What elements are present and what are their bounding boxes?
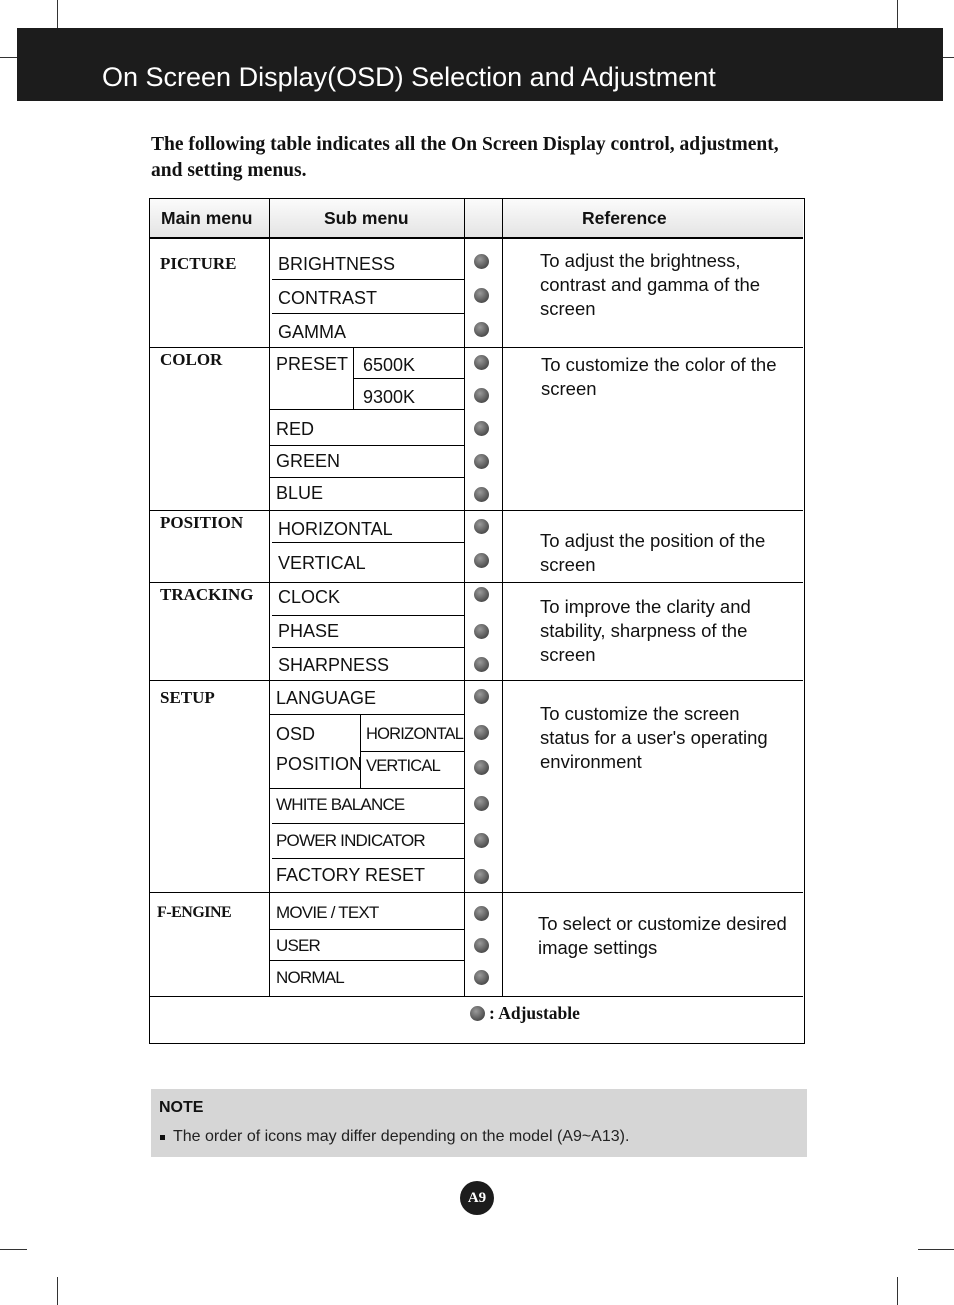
- crop-mark: [57, 1277, 58, 1305]
- sub-menu-vertical: VERTICAL: [278, 553, 366, 573]
- sub-menu-user: USER: [276, 936, 321, 955]
- adjustable-marker: [474, 760, 489, 775]
- main-menu-picture: PICTURE: [160, 254, 237, 273]
- sub-row-divider: [269, 477, 464, 478]
- row-divider: [150, 680, 803, 681]
- sub-row-divider: [353, 378, 464, 379]
- main-menu-color: COLOR: [160, 350, 223, 369]
- sub-menu-green: GREEN: [276, 451, 341, 471]
- adjustable-marker: [474, 796, 489, 811]
- legend-label: : Adjustable: [489, 1003, 580, 1023]
- row-divider: [150, 996, 803, 997]
- header-sub-menu: Sub menu: [324, 208, 409, 228]
- sub-row-divider: [272, 615, 464, 616]
- row-divider: [150, 510, 803, 511]
- adjustable-marker: [474, 624, 489, 639]
- crop-mark: [918, 1249, 954, 1250]
- legend: [470, 1005, 580, 1023]
- crop-mark: [897, 1277, 898, 1305]
- sub-menu-blue: BLUE: [276, 483, 324, 503]
- sub-menu-normal: NORMAL: [276, 968, 344, 987]
- adjustable-marker: [474, 657, 489, 672]
- sub-menu-power-indicator: POWER INDICATOR: [276, 831, 425, 850]
- crop-mark: [0, 1249, 27, 1250]
- reference-position: To adjust the position of the screen: [540, 530, 766, 575]
- sub-menu-clock: CLOCK: [278, 587, 341, 607]
- reference-f-engine: To select or customize desired image settings: [538, 913, 787, 958]
- sub-row-divider: [360, 751, 464, 752]
- adjustable-marker: [474, 689, 489, 704]
- sub-menu-brightness: BRIGHTNESS: [278, 254, 396, 274]
- row-divider: [150, 892, 803, 893]
- crop-mark: [943, 57, 954, 58]
- bullet-icon: [160, 1135, 165, 1140]
- adjustable-marker: [474, 938, 489, 953]
- sub-menu-preset: PRESET: [276, 354, 349, 374]
- main-menu-tracking: TRACKING: [160, 585, 254, 604]
- adjustable-marker: [474, 587, 489, 602]
- crop-mark: [0, 57, 17, 58]
- adjustable-marker: [474, 322, 489, 337]
- sub-row-divider: [269, 960, 464, 961]
- adjustable-marker: [474, 869, 489, 884]
- page-number: A9: [460, 1181, 494, 1215]
- table-header-row: [150, 199, 803, 239]
- sub-row-divider: [269, 714, 464, 715]
- sub-menu-sharpness: SHARPNESS: [278, 655, 390, 675]
- sub-row-divider: [272, 647, 464, 648]
- main-menu-position: POSITION: [160, 513, 244, 532]
- sub-row-divider: [272, 823, 464, 824]
- preset-option-6500k: 6500K: [363, 355, 416, 375]
- note-title: NOTE: [159, 1099, 204, 1116]
- intro-text: The following table indicates all the On Screen Display control, adjustment, and setting menus.: [151, 134, 779, 181]
- crop-mark: [57, 0, 58, 28]
- header-bar: [17, 28, 943, 101]
- adjustable-marker: [474, 970, 489, 985]
- sub-row-divider: [269, 445, 464, 446]
- note-box: [151, 1089, 807, 1157]
- sub-menu-horizontal: HORIZONTAL: [278, 519, 393, 539]
- adjustable-marker: [474, 906, 489, 921]
- sub-row-divider: [272, 313, 464, 314]
- adjustable-marker: [474, 487, 489, 502]
- adjustable-marker: [474, 421, 489, 436]
- sub-menu-white-balance: WHITE BALANCE: [276, 795, 405, 814]
- sub-row-divider: [269, 409, 464, 410]
- sub-menu-osd-position-label: POSITION: [276, 754, 363, 774]
- sub-row-divider: [269, 929, 464, 930]
- sub-row-divider: [272, 858, 464, 859]
- osd-option-vertical: VERTICAL: [366, 757, 440, 775]
- adjustable-marker: [474, 519, 489, 534]
- sub-row-divider: [272, 279, 464, 280]
- sub-menu-phase: PHASE: [278, 621, 340, 641]
- adjustable-marker: [474, 355, 489, 370]
- reference-setup: To customize the screen status for a user's operating environment: [540, 703, 768, 772]
- main-menu-setup: SETUP: [160, 688, 215, 707]
- col-divider: [502, 199, 503, 997]
- adjustable-marker: [474, 388, 489, 403]
- adjustable-marker: [474, 725, 489, 740]
- preset-option-9300k: 9300K: [363, 387, 416, 407]
- reference-color: To customize the color of the screen: [541, 354, 777, 399]
- adjustable-marker: [474, 454, 489, 469]
- sub-row-divider: [272, 542, 464, 543]
- adjustable-marker: [474, 254, 489, 269]
- sub-menu-movie-text: MOVIE / TEXT: [276, 903, 379, 922]
- col-divider: [269, 199, 270, 997]
- main-menu-f-engine: F-ENGINE: [157, 904, 232, 921]
- adjustable-marker: [474, 553, 489, 568]
- sub-menu-contrast: CONTRAST: [278, 288, 377, 308]
- header-reference: Reference: [582, 208, 667, 228]
- header-main-menu: Main menu: [161, 208, 253, 228]
- row-divider: [150, 347, 803, 348]
- sub-menu-factory-reset: FACTORY RESET: [276, 865, 426, 885]
- sub-row-divider: [269, 788, 464, 789]
- reference-picture: To adjust the brightness, contrast and gamma of the screen: [540, 250, 761, 319]
- page-title: On Screen Display(OSD) Selection and Adjustment: [102, 62, 716, 92]
- row-divider: [150, 582, 803, 583]
- sub-menu-red: RED: [276, 419, 315, 439]
- adjustable-marker: [474, 833, 489, 848]
- osd-option-horizontal: HORIZONTAL: [366, 725, 464, 743]
- crop-mark: [897, 0, 898, 28]
- sub-menu-gamma: GAMMA: [278, 322, 347, 342]
- col-divider: [464, 199, 465, 997]
- adjustable-marker: [474, 288, 489, 303]
- sub-menu-language: LANGUAGE: [276, 688, 377, 708]
- adjustable-marker: [470, 1006, 485, 1021]
- reference-tracking: To improve the clarity and stability, sharpness of the screen: [540, 596, 751, 665]
- sub-menu-osd-label: OSD: [276, 724, 316, 744]
- osd-menu-table: [149, 198, 805, 1044]
- note-text: The order of icons may differ depending on the model (A9~A13).: [173, 1128, 630, 1145]
